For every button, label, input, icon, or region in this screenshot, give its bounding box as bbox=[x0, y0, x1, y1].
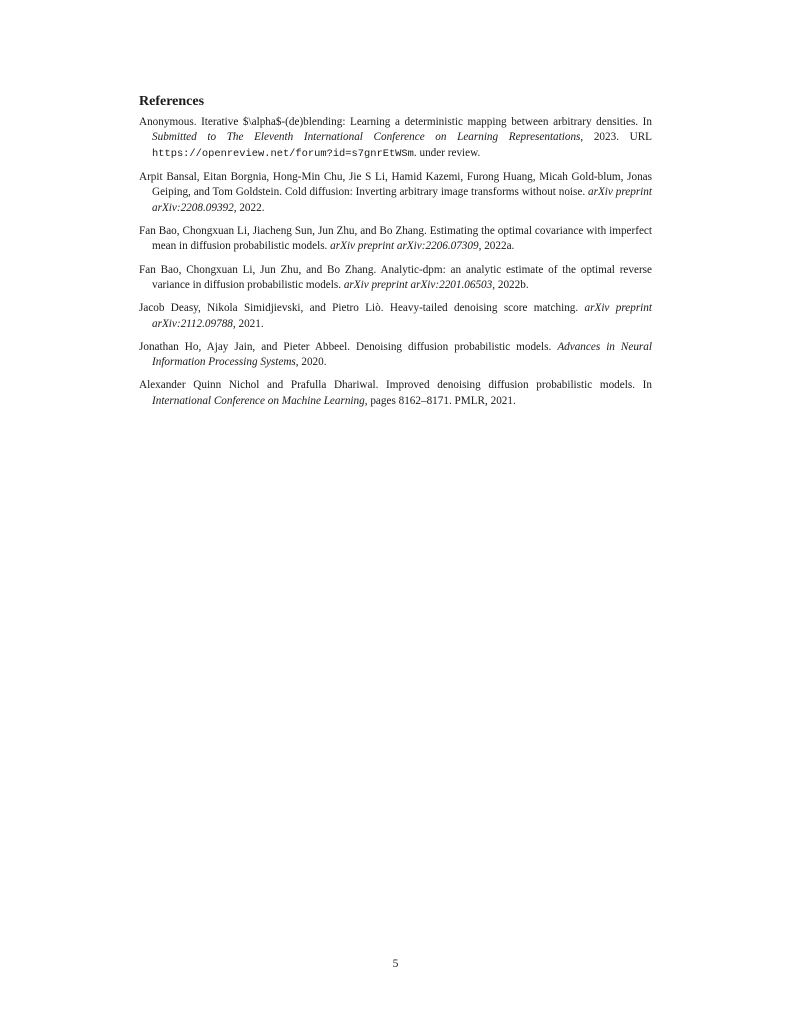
reference-url[interactable]: https://openreview.net/forum?id=s7gnrEtWSm bbox=[152, 147, 414, 160]
reference-text: International Conference on Machine Learning bbox=[152, 394, 365, 407]
reference-text: Anonymous. Iterative $\alpha$-(de)blending: Learning a deterministic mapping between arbitrary densities. In bbox=[139, 116, 652, 128]
reference-text: Submitted to The Eleventh International Conference on Learning Representations bbox=[152, 131, 581, 144]
reference-text: Jonathan Ho, Ajay Jain, and Pieter Abbeel. Denoising diffusion probabilistic models. bbox=[139, 340, 558, 353]
reference-text: arXiv preprint arXiv:2208.09392 bbox=[152, 186, 652, 214]
reference-text: , 2021. bbox=[232, 317, 264, 330]
reference-entry bbox=[139, 170, 652, 216]
reference-text: Arpit Bansal, Eitan Borgnia, Hong-Min Chu, Jie S Li, Hamid Kazemi, Furong Huang, Micah Gold-blum, Jonas Geiping, and Tom Goldstein. Cold diffusion: Inverting arbitrary image transforms without noise. bbox=[139, 171, 652, 199]
reference-text: arXiv preprint arXiv:2206.07309 bbox=[330, 240, 479, 253]
reference-text: Alexander Quinn Nichol and Prafulla Dhariwal. Improved denoising diffusion probabilistic models. In bbox=[139, 379, 652, 392]
reference-text: , 2022b. bbox=[492, 279, 529, 292]
reference-text: . under review. bbox=[413, 146, 481, 159]
references-section bbox=[139, 93, 652, 417]
reference-text: , 2022a. bbox=[478, 240, 515, 253]
reference-entry bbox=[139, 263, 652, 294]
reference-entry bbox=[139, 224, 652, 255]
reference-text: , pages 8162–8171. PMLR, 2021. bbox=[364, 394, 516, 407]
reference-text: arXiv preprint arXiv:2112.09788 bbox=[152, 302, 652, 330]
page-number: 5 bbox=[392, 958, 399, 970]
reference-text: Advances in Neural Information Processing Systems bbox=[152, 340, 652, 369]
reference-text: , 2022. bbox=[233, 201, 265, 214]
reference-entry bbox=[139, 301, 652, 332]
reference-list bbox=[139, 115, 652, 409]
reference-entry bbox=[139, 378, 652, 409]
reference-entry bbox=[139, 115, 652, 162]
references-heading: References bbox=[139, 94, 205, 109]
reference-text: Fan Bao, Chongxuan Li, Jiacheng Sun, Jun Zhu, and Bo Zhang. Estimating the optimal covariance with imperfect mean in diffusion probabilistic models. bbox=[139, 225, 652, 253]
reference-text: Jacob Deasy, Nikola Simidjievski, and Pietro Liò. Heavy-tailed denoising score matching. bbox=[139, 302, 585, 315]
reference-text: arXiv preprint arXiv:2201.06503 bbox=[343, 279, 493, 292]
reference-text: , 2020. bbox=[295, 356, 327, 369]
reference-text: Fan Bao, Chongxuan Li, Jun Zhu, and Bo Zhang. Analytic-dpm: an analytic estimate of the optimal reverse variance in diffusion probabilistic models. bbox=[139, 263, 652, 292]
reference-entry bbox=[139, 340, 652, 371]
reference-text: , 2023. URL bbox=[580, 131, 653, 144]
